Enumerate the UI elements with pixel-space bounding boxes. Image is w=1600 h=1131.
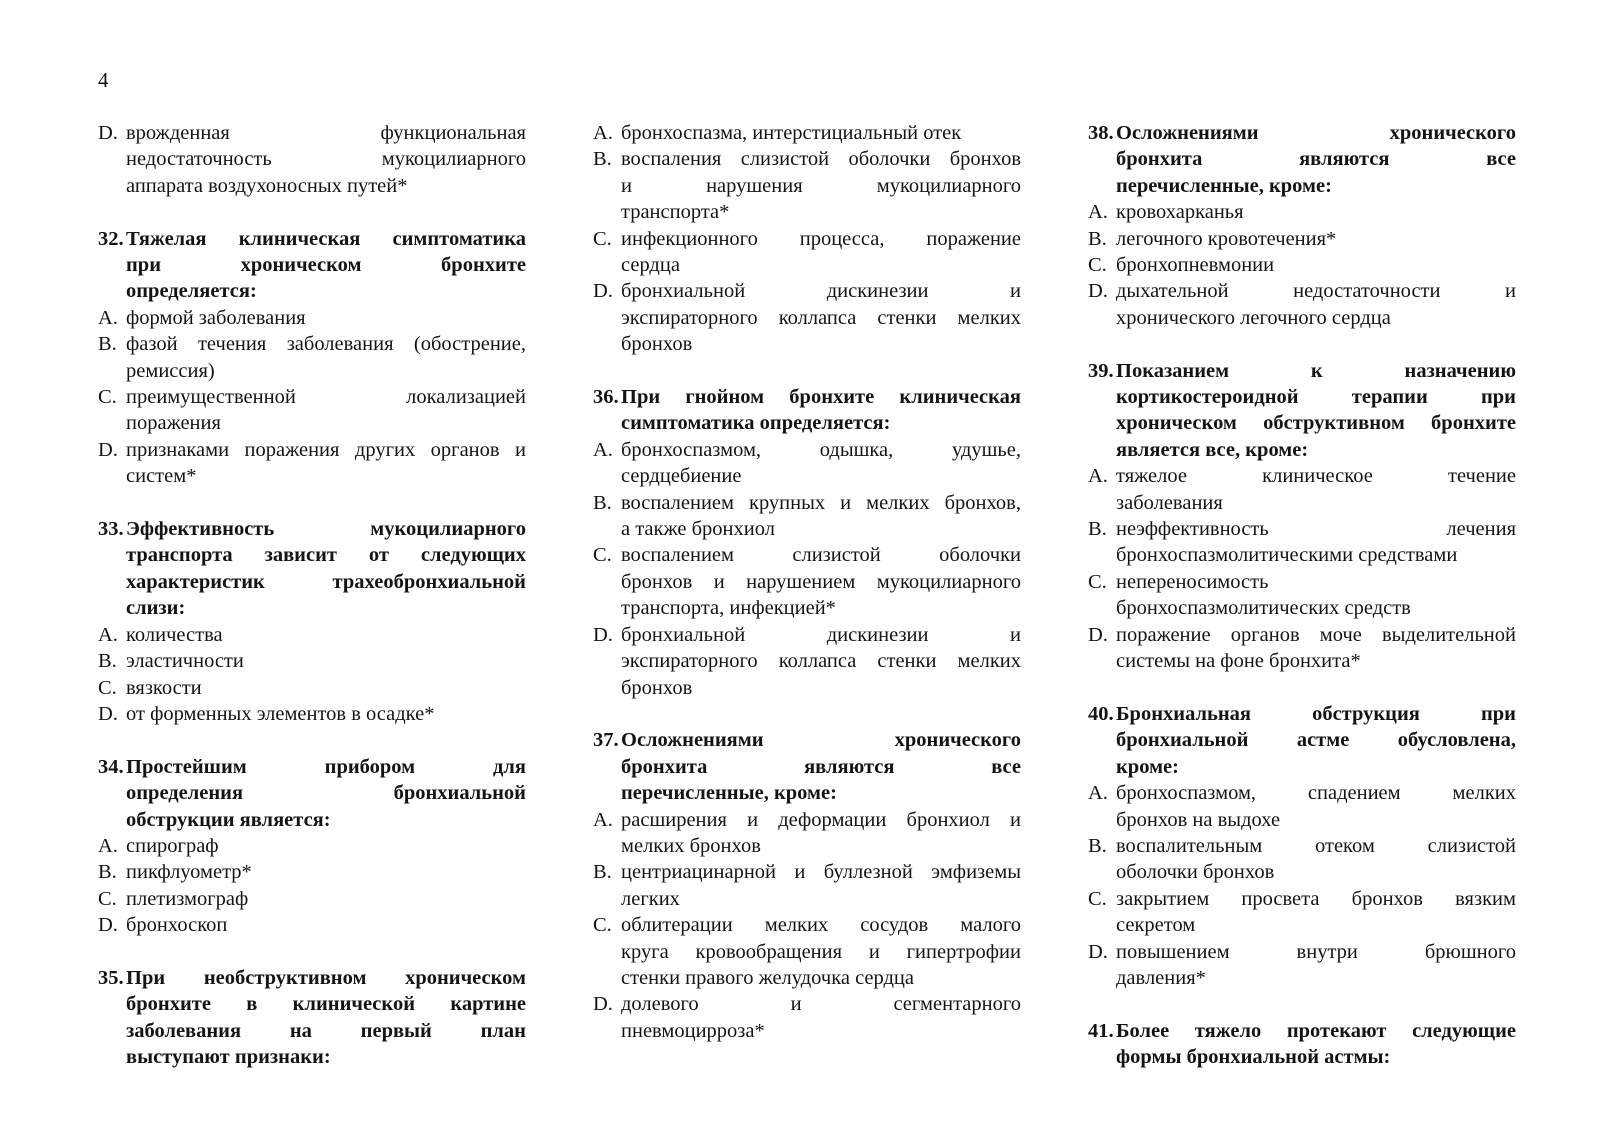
answer-letter: A. <box>98 834 118 857</box>
answer-option-line <box>98 331 526 357</box>
question-line: хроническом обструктивном бронхите <box>1116 412 1516 435</box>
answer-letter: D. <box>1088 280 1108 303</box>
answer-option-line <box>98 833 526 859</box>
answer-option <box>593 912 1021 991</box>
answer-option-line <box>593 542 1021 568</box>
answer-text: бронхоспазмолитических средств <box>1116 597 1411 620</box>
answer-option <box>593 807 1021 860</box>
question-text: Осложнениями хронического <box>1116 122 1516 144</box>
question-line: бронхиальной астме обусловлена, <box>1116 729 1516 752</box>
answer-letter: B. <box>1088 518 1107 541</box>
answer-text: давления* <box>1116 966 1206 989</box>
answer-option <box>593 542 1021 621</box>
answer-text: спирограф <box>126 834 219 857</box>
answer-text: формой заболевания <box>126 306 306 329</box>
question-line: при хроническом бронхите <box>126 254 526 277</box>
answer-text: расширения и деформации бронхиол и <box>621 808 1021 831</box>
answer-text: поражение органов моче выделительной <box>1116 623 1516 646</box>
answer-letter: B. <box>1088 834 1107 857</box>
answer-option-line <box>1088 886 1516 912</box>
answer-option <box>1088 569 1516 622</box>
answer-option <box>1088 516 1516 569</box>
answer-letter: B. <box>98 650 117 673</box>
question-line: кроме: <box>1116 755 1179 778</box>
page-number: 4 <box>98 68 109 92</box>
question-line <box>98 754 526 780</box>
answer-letter: D. <box>593 623 613 646</box>
answer-option <box>593 120 1021 146</box>
question-line: определения бронхиальной <box>126 782 526 805</box>
answer-letter: B. <box>593 861 612 884</box>
question-number: 33. <box>98 518 124 541</box>
answer-option <box>1088 780 1516 833</box>
answer-letter: D. <box>593 280 613 303</box>
answer-text: вязкости <box>126 676 202 699</box>
answer-text: признаками поражения других органов и <box>126 438 526 461</box>
answer-text: поражения <box>126 412 221 435</box>
answer-option-line <box>98 120 526 146</box>
question-block <box>98 965 526 1071</box>
question-text: Бронхиальная обструкция при <box>1116 702 1516 725</box>
question-line <box>1088 1018 1516 1044</box>
answer-text: от форменных элементов в осадке* <box>126 702 435 725</box>
answer-text: бронхоспазма, интерстициальный отек <box>621 122 962 144</box>
answer-letter: C. <box>1088 254 1107 277</box>
question-line <box>1088 120 1516 146</box>
question-line <box>1088 358 1516 384</box>
column-2 <box>593 120 1021 1071</box>
options-continuation <box>98 120 526 199</box>
question-block <box>98 516 526 727</box>
answer-text: пикфлуометр* <box>126 861 252 884</box>
question-block <box>98 754 526 939</box>
question-line <box>98 965 526 991</box>
question-text: Показанием к назначению <box>1116 359 1516 382</box>
question-number: 35. <box>98 966 124 989</box>
answer-text: бронхов <box>621 333 693 356</box>
answer-text: плетизмограф <box>126 887 249 910</box>
answer-option <box>593 226 1021 279</box>
answer-text: круга кровообращения и гипертрофии <box>621 940 1021 963</box>
answer-option <box>593 859 1021 912</box>
answer-text: мелких бронхов <box>621 834 761 857</box>
question-line: заболевания на первый план <box>126 1019 526 1042</box>
answer-letter: B. <box>98 333 117 356</box>
answer-option-line <box>1088 226 1516 252</box>
answer-letter: C. <box>98 386 117 409</box>
answer-text: долевого и сегментарного <box>621 993 1021 1016</box>
answer-text: преимущественной локализацией <box>126 386 526 409</box>
answer-text: ремиссия) <box>126 359 215 382</box>
question-line: слизи: <box>126 597 186 620</box>
answer-text: транспорта* <box>621 201 730 224</box>
answer-option-line <box>98 859 526 885</box>
answer-option-line <box>98 912 526 938</box>
answer-letter: B. <box>98 861 117 884</box>
answer-option <box>98 648 526 674</box>
answer-option-line <box>98 886 526 912</box>
answer-text: количества <box>126 623 223 646</box>
answer-letter: B. <box>1088 227 1107 250</box>
answer-option-line <box>1088 833 1516 859</box>
answer-letter: B. <box>593 148 612 171</box>
answer-option-line <box>1088 252 1516 278</box>
answer-option <box>1088 199 1516 225</box>
answer-option-line <box>593 120 1021 146</box>
question-line <box>593 727 1021 753</box>
answer-letter: A. <box>593 122 613 144</box>
answer-option-line <box>593 859 1021 885</box>
column-3 <box>1088 120 1516 1097</box>
question-line: бронхита являются все <box>621 755 1021 778</box>
question-number: 38. <box>1088 122 1114 144</box>
answer-text: эластичности <box>126 650 244 673</box>
answer-letter: C. <box>593 227 612 250</box>
answer-option-line <box>1088 939 1516 965</box>
answer-option-line <box>98 384 526 410</box>
answer-letter: C. <box>98 676 117 699</box>
question-block <box>98 226 526 490</box>
answer-text: бронхиальной дискинезии и <box>621 280 1021 303</box>
question-line: перечисленные, кроме: <box>1116 174 1332 197</box>
answer-option <box>98 331 526 384</box>
answer-letter: A. <box>1088 782 1108 805</box>
answer-text: воспалением крупных и мелких бронхов, <box>621 491 1021 514</box>
answer-text: непереносимость <box>1116 570 1269 593</box>
answer-option <box>593 490 1021 543</box>
question-text: Простейшим прибором для <box>126 755 526 778</box>
answer-option-line <box>593 490 1021 516</box>
answer-option <box>1088 252 1516 278</box>
answer-option <box>593 278 1021 357</box>
question-block <box>1088 701 1516 991</box>
answer-text: бронхов и нарушением мукоцилиарного <box>621 570 1021 593</box>
question-number: 40. <box>1088 702 1114 725</box>
answer-letter: A. <box>1088 465 1108 488</box>
question-line: транспорта зависит от следующих <box>126 544 526 567</box>
answer-option-line <box>1088 199 1516 225</box>
answer-option <box>1088 278 1516 331</box>
answer-letter: D. <box>1088 940 1108 963</box>
answer-option <box>98 437 526 490</box>
question-number: 36. <box>593 386 619 409</box>
answer-option-line <box>1088 622 1516 648</box>
answer-text: сердца <box>621 254 680 277</box>
answer-option <box>98 384 526 437</box>
question-line: является все, кроме: <box>1116 438 1309 461</box>
question-text: Тяжелая клиническая симптоматика <box>126 227 526 250</box>
answer-option <box>1088 886 1516 939</box>
answer-option <box>593 437 1021 490</box>
answer-text: аппарата воздухоносных путей* <box>126 174 408 197</box>
answer-letter: C. <box>593 914 612 937</box>
answer-text: бронхов на выдохе <box>1116 808 1281 831</box>
question-block <box>1088 120 1516 331</box>
answer-text: воспаления слизистой оболочки бронхов <box>621 148 1021 171</box>
answer-text: тяжелое клиническое течение <box>1116 465 1516 488</box>
answer-letter: D. <box>1088 623 1108 646</box>
answer-letter: C. <box>1088 570 1107 593</box>
answer-option-line <box>1088 278 1516 304</box>
answer-text: стенки правого желудочка сердца <box>621 966 915 989</box>
answer-option-line <box>593 437 1021 463</box>
answer-letter: C. <box>98 887 117 910</box>
question-block <box>593 727 1021 1044</box>
question-line: выступают признаки: <box>126 1046 331 1069</box>
answer-text: сердцебиение <box>621 465 742 488</box>
answer-option <box>1088 463 1516 516</box>
answer-text: бронхоспазмолитическими средствами <box>1116 544 1458 567</box>
answer-text: воспалительным отеком слизистой <box>1116 834 1516 857</box>
answer-text: и нарушения мукоцилиарного <box>621 174 1021 197</box>
answer-letter: C. <box>593 544 612 567</box>
answer-letter: A. <box>98 623 118 646</box>
answer-text: экспираторного коллапса стенки мелких <box>621 650 1021 673</box>
answer-option <box>1088 939 1516 992</box>
answer-option <box>98 675 526 701</box>
answer-option-line <box>593 807 1021 833</box>
answer-option <box>98 833 526 859</box>
answer-text: хронического легочного сердца <box>1116 306 1391 329</box>
question-text: При гнойном бронхите клиническая <box>621 386 1021 409</box>
column-1 <box>98 120 526 1097</box>
question-block <box>1088 358 1516 675</box>
question-text: Осложнениями хронического <box>621 729 1021 752</box>
answer-letter: A. <box>98 306 118 329</box>
question-line: кортикостероидной терапии при <box>1116 386 1516 409</box>
answer-option-line <box>98 305 526 331</box>
answer-text: закрытием просвета бронхов вязким <box>1116 887 1516 910</box>
answer-text: бронхиальной дискинезии и <box>621 623 1021 646</box>
answer-option <box>593 146 1021 225</box>
answer-option-line <box>593 622 1021 648</box>
question-line: перечисленные, кроме: <box>621 782 837 805</box>
answer-option <box>98 120 526 199</box>
answer-text: бронхоспазмом, спадением мелких <box>1116 782 1516 805</box>
question-line <box>98 516 526 542</box>
answer-option-line <box>593 991 1021 1017</box>
answer-text: облитерации мелких сосудов малого <box>621 914 1021 937</box>
question-number: 34. <box>98 755 124 778</box>
answer-option-line <box>1088 569 1516 595</box>
answer-text: экспираторного коллапса стенки мелких <box>621 306 1021 329</box>
answer-text: неэффективность лечения <box>1116 518 1516 541</box>
answer-letter: A. <box>593 808 613 831</box>
answer-text: бронхопневмонии <box>1116 254 1275 277</box>
question-text: При необструктивном хроническом <box>126 966 526 989</box>
options-continuation <box>593 120 1021 358</box>
answer-option-line <box>98 648 526 674</box>
answer-option-line <box>593 146 1021 172</box>
question-line: обструкции является: <box>126 808 331 831</box>
answer-letter: A. <box>593 438 613 461</box>
question-number: 32. <box>98 227 124 250</box>
answer-text: бронхоскоп <box>126 914 228 937</box>
answer-option-line <box>1088 516 1516 542</box>
answer-option-line <box>98 675 526 701</box>
answer-text: воспалением слизистой оболочки <box>621 544 1021 567</box>
answer-text: а также бронхиол <box>621 518 775 541</box>
answer-option <box>98 886 526 912</box>
question-line <box>1088 701 1516 727</box>
answer-text: системы на фоне бронхита* <box>1116 650 1361 673</box>
answer-option <box>593 991 1021 1044</box>
question-block <box>1088 1018 1516 1071</box>
answer-option <box>593 622 1021 701</box>
question-line: бронхите в клинической картине <box>126 993 526 1016</box>
question-line: характеристик трахеобронхиальной <box>126 570 526 593</box>
answer-letter: D. <box>98 438 118 461</box>
question-line: определяется: <box>126 280 257 303</box>
answer-text: повышением внутри брюшного <box>1116 940 1516 963</box>
answer-text: инфекционного процесса, поражение <box>621 227 1021 250</box>
answer-text: центриацинарной и буллезной эмфиземы <box>621 861 1021 884</box>
answer-option <box>1088 622 1516 675</box>
answer-text: легких <box>621 887 680 910</box>
answer-option <box>98 912 526 938</box>
answer-option-line <box>593 226 1021 252</box>
answer-option-line <box>593 278 1021 304</box>
answer-option-line <box>98 701 526 727</box>
answer-letter: A. <box>1088 201 1108 224</box>
question-line: формы бронхиальной астмы: <box>1116 1046 1391 1069</box>
answer-text: пневмоцирроза* <box>621 1019 765 1042</box>
answer-option <box>1088 833 1516 886</box>
answer-option-line <box>593 912 1021 938</box>
question-text: Более тяжело протекают следующие <box>1116 1019 1516 1042</box>
answer-option-line <box>1088 780 1516 806</box>
answer-text: фазой течения заболевания (обострение, <box>126 333 526 356</box>
question-line: симптоматика определяется: <box>621 412 891 435</box>
question-number: 37. <box>593 729 619 752</box>
question-number: 39. <box>1088 359 1114 382</box>
answer-text: оболочки бронхов <box>1116 861 1275 884</box>
answer-letter: B. <box>593 491 612 514</box>
answer-text: заболевания <box>1116 491 1223 514</box>
answer-letter: D. <box>98 122 118 144</box>
answer-option-line <box>1088 463 1516 489</box>
answer-letter: D. <box>98 702 118 725</box>
question-line: бронхита являются все <box>1116 148 1516 171</box>
answer-letter: D. <box>593 993 613 1016</box>
question-text: Эффективность мукоцилиарного <box>126 518 526 541</box>
answer-option <box>1088 226 1516 252</box>
answer-text: легочного кровотечения* <box>1116 227 1337 250</box>
answer-option <box>98 305 526 331</box>
question-block <box>593 384 1021 701</box>
answer-text: систем* <box>126 465 197 488</box>
answer-text: секретом <box>1116 914 1196 937</box>
answer-text: бронхов <box>621 676 693 699</box>
question-line <box>593 384 1021 410</box>
answer-text: бронхоспазмом, одышка, удушье, <box>621 438 1021 461</box>
answer-text: кровохарканья <box>1116 201 1244 224</box>
question-line <box>98 226 526 252</box>
answer-letter: D. <box>98 914 118 937</box>
answer-option-line <box>98 622 526 648</box>
answer-text: врожденная функциональная <box>126 122 526 144</box>
answer-option-line <box>98 437 526 463</box>
answer-text: дыхательной недостаточности и <box>1116 280 1516 303</box>
answer-text: транспорта, инфекцией* <box>621 597 836 620</box>
answer-letter: C. <box>1088 887 1107 910</box>
question-number: 41. <box>1088 1019 1114 1042</box>
answer-option <box>98 701 526 727</box>
answer-option <box>98 859 526 885</box>
answer-option <box>98 622 526 648</box>
answer-text: недостаточность мукоцилиарного <box>126 148 526 171</box>
